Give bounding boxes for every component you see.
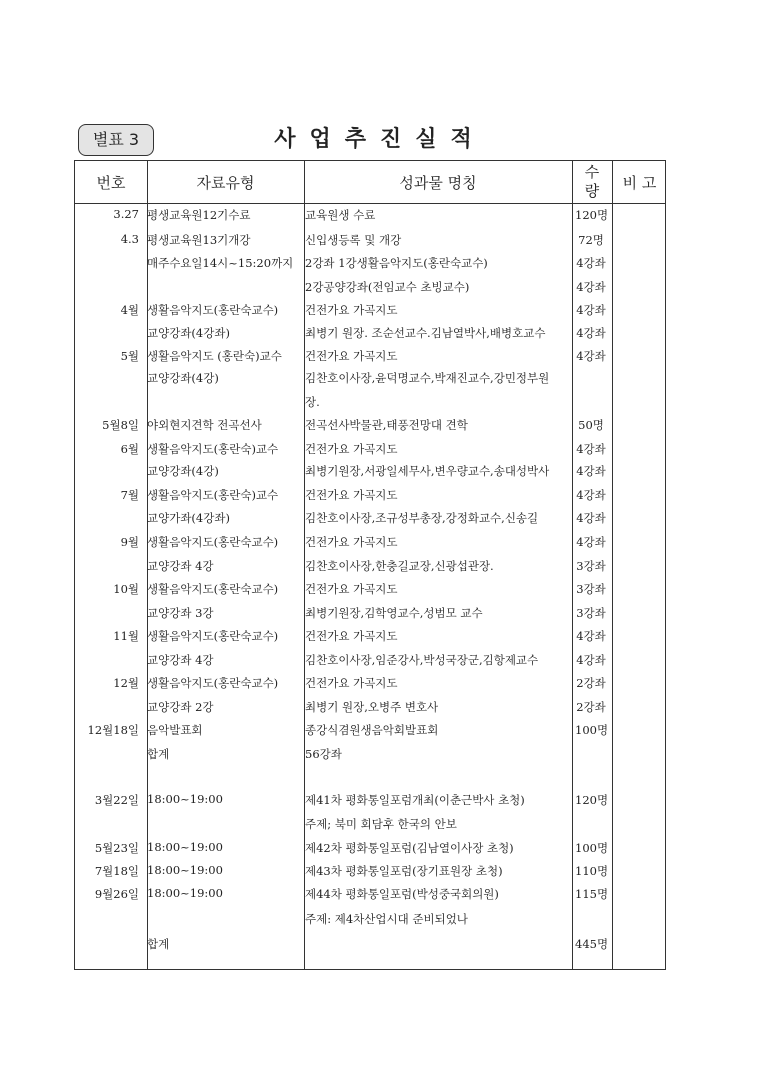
row-type: 교양강좌 2강: [147, 700, 214, 714]
table-row: [75, 789, 665, 812]
row-qty: 120명: [575, 793, 609, 807]
row-name: 최병기 원장,오병주 변호사: [305, 700, 439, 714]
row-type: 생활음악지도(홍란숙)교수: [147, 488, 279, 502]
row-number: 9월: [120, 535, 139, 549]
header-type: 자료유형: [196, 173, 255, 192]
row-type: 교양강좌 3강: [147, 606, 214, 620]
row-qty: 72명: [578, 233, 604, 247]
row-qty: 110명: [575, 864, 609, 878]
header-qty-bottom: 량: [584, 182, 600, 200]
header-qty-top: 수: [584, 163, 600, 181]
table-row: [75, 602, 665, 625]
row-name: 제41차 평화통일포럼개최(이춘근박사 초청): [305, 793, 525, 807]
row-number: 4.3: [120, 232, 139, 246]
table-row: [75, 933, 665, 956]
row-name: 2강좌 1강생활음악지도(홍란숙교수): [305, 256, 488, 270]
row-name: 김찬호이사장,윤덕명교수,박재진교수,강민정부원: [305, 371, 550, 385]
table-row: [75, 860, 665, 883]
row-type: 18:00~19:00: [147, 863, 223, 877]
table-row: [75, 908, 665, 931]
row-qty: 4강좌: [576, 280, 606, 294]
row-name: 건전가요 가곡지도: [305, 582, 398, 596]
row-name: 건전가요 가곡지도: [305, 535, 398, 549]
row-name: 최병기 원장. 조순선교수.김남열박사,배병호교수: [305, 326, 546, 340]
row-number: 7월: [120, 488, 139, 502]
row-name: 주제: 제4차산업시대 준비되었나: [305, 912, 468, 926]
row-name: 전곡선사박물관,태풍전망대 견학: [305, 418, 468, 432]
row-number: 12월18일: [87, 723, 139, 737]
table-row: [75, 276, 665, 299]
row-qty: 4강좌: [576, 653, 606, 667]
row-name: 건전가요 가곡지도: [305, 349, 398, 363]
row-number: 10월: [113, 582, 139, 596]
row-type: 합계: [147, 937, 170, 951]
table-row: [75, 625, 665, 648]
row-number: 3.27: [113, 207, 139, 221]
table-row: [75, 252, 665, 275]
row-number: 4월: [120, 303, 139, 317]
row-type: 18:00~19:00: [147, 792, 223, 806]
row-name: 김찬호이사장,임준강사,박성국장군,김항제교수: [305, 653, 539, 667]
row-type: 교양가좌(4강좌): [147, 511, 230, 525]
row-qty: 120명: [575, 208, 609, 222]
table-row: [75, 414, 665, 437]
row-qty: 4강좌: [576, 464, 606, 478]
row-type: 생활음악지도(홍란숙교수): [147, 303, 279, 317]
row-qty: 4강좌: [576, 535, 606, 549]
row-number: 5월23일: [94, 841, 139, 855]
row-name: 제42차 평화통일포럼(김남열이사장 초청): [305, 841, 514, 855]
page-title: 사업추진실적: [274, 127, 486, 152]
row-name: 주제; 북미 회담후 한국의 안보: [305, 817, 457, 831]
row-name: 2강공양강좌(전임교수 초빙교수): [305, 280, 470, 294]
row-number: 3월22일: [94, 793, 139, 807]
row-name: 김찬호이사장,조규성부총장,강정화교수,신송길: [305, 511, 539, 525]
table-row: [75, 507, 665, 530]
row-name: 장.: [305, 395, 320, 409]
row-type: 생활음악지도 (홍란숙)교수: [147, 349, 282, 363]
row-name: 제44차 평화통일포럼(박성중국회의원): [305, 887, 499, 901]
table-row: [75, 345, 665, 368]
row-name: 신입생등록 및 개강: [305, 233, 402, 247]
header-remark: 비 고: [622, 173, 657, 192]
row-qty: 4강좌: [576, 256, 606, 270]
row-type: 교양강좌(4강): [147, 464, 219, 478]
row-number: 7월18일: [94, 864, 139, 878]
row-qty: 4강좌: [576, 442, 606, 456]
row-type: 평생교육원13기개강: [147, 233, 251, 247]
row-qty: 3강좌: [576, 559, 606, 573]
row-type: 교양강좌(4강좌): [147, 326, 230, 340]
row-type: 평생교육원12기수료: [147, 208, 251, 222]
row-type: 생활음악지도(홍란숙)교수: [147, 442, 279, 456]
row-name: 최병기원장,서광일세무사,변우량교수,송대성박사: [305, 464, 550, 478]
table-row: [75, 322, 665, 345]
table-row: [75, 484, 665, 507]
row-type: 야외현지견학 전곡선사: [147, 418, 262, 432]
row-qty: 4강좌: [576, 349, 606, 363]
table-row: [75, 299, 665, 322]
row-type: 생활음악지도(홍란숙교수): [147, 535, 279, 549]
row-type: 매주수요일14시~15:20까지: [147, 256, 294, 270]
row-qty: 4강좌: [576, 629, 606, 643]
row-name: 56강좌: [305, 747, 342, 761]
row-name: 교육원생 수료: [305, 208, 376, 222]
row-name: 건전가요 가곡지도: [305, 629, 398, 643]
table-row: [75, 813, 665, 836]
row-qty: 50명: [578, 418, 604, 432]
row-type: 교양강좌(4강): [147, 371, 219, 385]
table-row: [75, 391, 665, 414]
row-qty: 4강좌: [576, 303, 606, 317]
row-qty: 3강좌: [576, 606, 606, 620]
table-row: [75, 672, 665, 695]
table-row: [75, 743, 665, 766]
row-type: 생활음악지도(홍란숙교수): [147, 676, 279, 690]
table-row: [75, 649, 665, 672]
row-type: 18:00~19:00: [147, 840, 223, 854]
row-number: 5월8일: [102, 418, 139, 432]
row-type: 교양강좌 4강: [147, 559, 214, 573]
table-row: [75, 837, 665, 860]
table-row: [75, 204, 665, 227]
row-name: 김찬호이사장,한충길교장,신광섭관장.: [305, 559, 494, 573]
row-number: 6월: [120, 442, 139, 456]
appendix-badge: 별표 3: [78, 124, 154, 156]
row-type: 교양강좌 4강: [147, 653, 214, 667]
table-row: [75, 696, 665, 719]
table-row: [75, 883, 665, 906]
row-type: 생활음악지도(홍란숙교수): [147, 582, 279, 596]
row-name: 건전가요 가곡지도: [305, 676, 398, 690]
row-qty: 3강좌: [576, 582, 606, 596]
table-row: [75, 555, 665, 578]
row-qty: 100명: [575, 841, 609, 855]
row-number: 12월: [113, 676, 139, 690]
row-qty: 2강좌: [576, 700, 606, 714]
row-type: 18:00~19:00: [147, 886, 223, 900]
table-row: [75, 578, 665, 601]
header-name: 성과물 명칭: [399, 173, 477, 192]
row-qty: 445명: [575, 937, 609, 951]
row-name: 제43차 평화통일포럼(장기표원장 초청): [305, 864, 503, 878]
row-number: 11월: [113, 629, 139, 643]
row-name: 종강식겸원생음악회발표회: [305, 723, 439, 737]
row-qty: 4강좌: [576, 511, 606, 525]
row-name: 최병기원장,김학영교수,성범모 교수: [305, 606, 483, 620]
row-name: 건전가요 가곡지도: [305, 488, 398, 502]
row-type: 음악발표회: [147, 723, 203, 737]
row-type: 생활음악지도(홍란숙교수): [147, 629, 279, 643]
table-row: [75, 438, 665, 461]
row-qty: 100명: [575, 723, 609, 737]
header-qty: [572, 161, 612, 203]
row-number: 9월26일: [94, 887, 139, 901]
header-no: 번호: [96, 173, 126, 192]
table-row: [75, 531, 665, 554]
row-qty: 2강좌: [576, 676, 606, 690]
row-number: 5월: [120, 349, 139, 363]
row-name: 건전가요 가곡지도: [305, 303, 398, 317]
table-row: [75, 367, 665, 390]
row-qty: 4강좌: [576, 488, 606, 502]
row-qty: 115명: [575, 887, 609, 901]
row-qty: 4강좌: [576, 326, 606, 340]
table-row: [75, 460, 665, 483]
table-row: [75, 719, 665, 742]
table-row: [75, 229, 665, 252]
row-type: 합계: [147, 747, 170, 761]
performance-table: [74, 160, 666, 970]
row-name: 건전가요 가곡지도: [305, 442, 398, 456]
